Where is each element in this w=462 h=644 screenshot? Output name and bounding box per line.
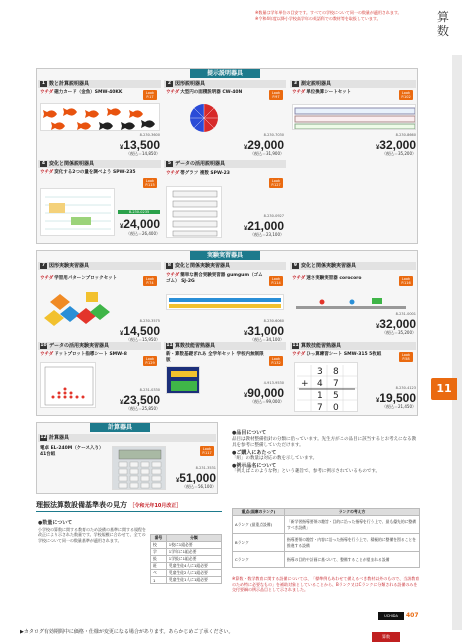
look-badge[interactable]: Look P.58 xyxy=(399,352,413,362)
group-badge: 9 xyxy=(293,262,298,268)
brand-logo: ウチダ xyxy=(40,352,54,357)
group-badge: 1 xyxy=(41,80,46,86)
quantity-note xyxy=(38,520,146,543)
group-badge: 12 xyxy=(40,434,47,440)
price: ¥32,000 xyxy=(375,138,416,152)
group-label: データの活用説明器具 xyxy=(175,161,226,167)
group-label: 変化と関係説明器具 xyxy=(49,161,95,167)
circle-area-image xyxy=(166,103,284,133)
software-package-image xyxy=(166,366,200,394)
table-header: 分類 xyxy=(166,535,221,542)
quantity-table xyxy=(150,534,222,584)
product-label: ドットプロット指導シート SMW-8 xyxy=(54,352,127,357)
product-label: 帯グラフ 複数 SPW-23 xyxy=(180,171,230,176)
chapter-tab[interactable]: 11 xyxy=(431,378,457,400)
table-cell: 児童生徒2人に1組必要 xyxy=(166,570,221,577)
price-value: 13,500 xyxy=(123,138,160,152)
group-badge: 2 xyxy=(167,80,172,86)
price-value: 21,000 xyxy=(247,219,284,233)
brand-logo: ウチダ xyxy=(166,273,180,278)
standard-table-subtitle: ［令和元年10月改正］ xyxy=(129,503,182,509)
price: ¥14,500 xyxy=(119,324,160,338)
section-calc-title: 計算器具 xyxy=(90,423,150,432)
price-value: 31,000 xyxy=(247,324,284,338)
group-12-head xyxy=(38,434,216,442)
dot-plot-image xyxy=(40,362,96,408)
table-cell: Cランク xyxy=(233,552,285,568)
group-10-head xyxy=(38,342,161,350)
info-text: 品目は教材整備指針の分類に沿っています。先生方がこの品目に該当するとお考えになる教具を参考に整備していただけます。 xyxy=(232,436,417,448)
product-name xyxy=(292,276,392,282)
price-value: 51,000 xyxy=(179,471,216,485)
table-row xyxy=(151,563,222,570)
quantity-title: ●数量について xyxy=(38,520,73,526)
table-row xyxy=(151,549,222,556)
group-label: データの活用実験実習器具 xyxy=(49,343,110,349)
svg-text:7: 7 xyxy=(333,379,339,389)
product-label: 大型円の面積説明器 CW-40N xyxy=(180,90,243,95)
product-name: 電卓 EL-240M（ケース入り） 41台組 xyxy=(40,446,104,457)
price: ¥32,000 xyxy=(375,317,416,331)
page-number: 407 xyxy=(406,612,419,619)
look-badge[interactable]: Look P.115 xyxy=(143,178,157,188)
group-11b-head xyxy=(290,342,416,350)
price: ¥24,000 xyxy=(119,217,160,231)
ruler-icon xyxy=(167,295,284,310)
group-label: 算数技能習熟器具 xyxy=(301,343,342,349)
brand-logo: ウチダ xyxy=(292,352,306,357)
brand-logo: ウチダ xyxy=(40,276,54,281)
group-5-head xyxy=(164,160,286,168)
goldfish-image xyxy=(40,103,160,131)
price: ¥23,500 xyxy=(119,393,160,407)
table-cell: 級 xyxy=(151,556,167,563)
look-badge[interactable]: Look P.102 xyxy=(399,90,413,100)
group-label: 図形実験実習器具 xyxy=(49,263,90,269)
price-tax: （税込＝25,850） xyxy=(126,406,160,411)
price: ¥51,000 xyxy=(175,471,216,485)
side-title: 算数 xyxy=(436,10,449,38)
svg-text:3: 3 xyxy=(317,367,323,377)
product-code: 8-230-6060 xyxy=(263,319,284,323)
circle-area-icon xyxy=(166,103,284,133)
table-cell: 児童生徒1人に1組必要 xyxy=(166,577,221,584)
price-value: 29,000 xyxy=(247,138,284,152)
look-badge[interactable]: Look P.17 xyxy=(143,90,157,100)
price: ¥19,500 xyxy=(375,391,416,405)
product-code: 8-231-0001 xyxy=(395,312,416,316)
group-2-head xyxy=(164,80,286,88)
product-code: 8-230-0235 xyxy=(118,210,160,214)
table-cell: 児童生徒4人に1組必要 xyxy=(166,563,221,570)
svg-text:7: 7 xyxy=(317,403,323,412)
group-label: 測定説明器具 xyxy=(301,81,332,87)
product-label: 新・算数基礎ぎれあ 全学年セット 学校内無制限版 xyxy=(166,352,264,363)
svg-text:8: 8 xyxy=(333,367,339,377)
rank-table xyxy=(232,508,420,568)
price-value: 23,500 xyxy=(123,393,160,407)
unit-sheet-icon xyxy=(293,105,416,130)
group-label: 変化と関係実験実習器具 xyxy=(175,263,231,269)
brand-logo: ウチダ xyxy=(40,90,54,95)
group-badge: 7 xyxy=(41,262,46,268)
group-label: 算数技能習熟器具 xyxy=(175,343,216,349)
group-badge: 3 xyxy=(293,80,298,86)
svg-text:1: 1 xyxy=(317,391,323,401)
table-cell: 1 xyxy=(151,577,167,584)
price-tax: （税込＝35,200） xyxy=(382,330,416,335)
product-name xyxy=(292,352,392,358)
software-box-icon xyxy=(167,367,200,394)
table-cell: 1校に1組必要 xyxy=(166,542,221,549)
table-header: 重点(国庫のランク) xyxy=(233,509,285,516)
side-strip xyxy=(452,55,462,630)
group-badge: 8 xyxy=(167,262,172,268)
table-cell: Aランク (最重点設備) xyxy=(233,516,285,534)
product-label: 学習用パターンブロックセット xyxy=(54,276,118,281)
brand-logo: ウチダ xyxy=(166,90,180,95)
table-cell: 班 xyxy=(151,563,167,570)
price-tax: （税込＝23,100） xyxy=(250,232,284,237)
group-8-head xyxy=(164,262,286,270)
product-label: ひっ算練習シート SMW-315 5枚組 xyxy=(306,352,382,357)
standard-table-heading xyxy=(36,500,222,512)
svg-text:5: 5 xyxy=(333,391,339,401)
price-value: 32,000 xyxy=(379,317,416,331)
info-title: ●品目について xyxy=(232,430,267,436)
price-value: 14,500 xyxy=(123,324,160,338)
price-tax: （税込＝15,950） xyxy=(126,337,160,342)
price: ¥29,000 xyxy=(243,138,284,152)
table-cell: 指導の目的や計画に基づいて、整備することが望まれる設備 xyxy=(285,552,420,568)
top-note-1: ※数量は学年単位の目安です。すべての学校について同一の数量が適用されます。 xyxy=(255,10,402,15)
price: ¥13,500 xyxy=(119,138,160,152)
group-11a-head xyxy=(164,342,286,350)
table-row xyxy=(151,577,222,584)
product-name xyxy=(40,90,136,96)
table-cell: 校 xyxy=(151,542,167,549)
group-9-head xyxy=(290,262,416,270)
table-header: ランクの考え方 xyxy=(285,509,420,516)
price-tax: （税込＝21,450） xyxy=(382,404,416,409)
table-row xyxy=(233,516,420,534)
price-value: 90,000 xyxy=(247,386,284,400)
product-label: 変化する2つの量を調べよう SPW-235 xyxy=(54,170,136,175)
look-badge[interactable]: Look P.127 xyxy=(269,178,283,188)
look-badge[interactable]: Look P.129 xyxy=(143,356,157,366)
info-title: ●ご購入にあたって xyxy=(232,449,277,456)
product-code: 8-230-0927 xyxy=(263,214,284,218)
product-code: 8-230-7030 xyxy=(263,133,284,137)
svg-text:0: 0 xyxy=(333,403,339,412)
top-note-2: ※令和4年度以降小学校高学年の英語科での教材等を取扱しています。 xyxy=(255,16,381,21)
table-cell: ペ xyxy=(151,570,167,577)
product-name xyxy=(166,171,262,177)
look-badge[interactable]: Look P.114 xyxy=(269,276,283,286)
info-title: ●例示品名について xyxy=(232,462,277,469)
uchida-logo: UCHIDA xyxy=(378,612,404,620)
product-label: 磁力カード（金魚）SMW-40KK xyxy=(54,90,123,95)
product-label: 速さ実験実習器 corocoro xyxy=(306,276,362,281)
quantity-text: 小学校の算数に関する教育のため設備の基準に関する規程を改正により示された数量です。学校規模に合わせて、全ての学校について同一の数量基準が適用されます。 xyxy=(38,526,146,543)
group-label: 図形説明器具 xyxy=(175,81,206,87)
price-tax: （税込＝99,000） xyxy=(250,399,284,404)
price-value: 19,500 xyxy=(379,391,416,405)
svg-text:4: 4 xyxy=(317,379,323,389)
group-label: 数と計算説明器具 xyxy=(49,81,90,87)
group-badge: 4 xyxy=(41,160,46,166)
table-row xyxy=(233,552,420,568)
product-code: 8-230-3575 xyxy=(139,319,160,323)
group-badge: 5 xyxy=(167,160,172,166)
product-name xyxy=(40,170,136,176)
product-name xyxy=(166,352,266,364)
group-7-head xyxy=(38,262,161,270)
table-cell: 「新学習指導要領の趣旨・目的に沿った指導を行う上で、最も優先的に整備すべき設備」 xyxy=(285,516,420,534)
product-name xyxy=(292,90,392,96)
rank-note: ※算数・数学教育に関する設備については、「標準例もあわせて備えるべき教材以外のもので、当該教育のため特に必要なもの」を補助対象としていることから、Bランク又はCランクに分類される設備のみを交付要綱の例示品目として示されました。 xyxy=(232,576,420,592)
top-notes xyxy=(255,10,415,22)
table-cell: 1学級に1組必要 xyxy=(166,556,221,563)
group-label: 計算器具 xyxy=(49,435,70,441)
group-label: 変化と関係実験実習器具 xyxy=(301,263,357,269)
brand-logo: ウチダ xyxy=(40,170,54,175)
info-text: 「組」の数量は対応の数を示しています。 xyxy=(232,456,318,461)
product-code: 8-230-8660 xyxy=(395,133,416,137)
standard-table-title: 理振法算数設備基準表の見方 xyxy=(36,501,127,509)
info-notes xyxy=(232,430,420,476)
product-label: 簡単な割合実験実習器 gumgum（ゴムゴム） SJ-2G xyxy=(166,273,263,284)
price-tax: （税込＝14,850） xyxy=(126,151,160,156)
dot-plot-icon xyxy=(41,363,96,408)
table-row xyxy=(151,556,222,563)
group-4-head xyxy=(38,160,161,168)
price: ¥21,000 xyxy=(243,219,284,233)
category-tag[interactable]: 算数 xyxy=(372,632,400,642)
product-name xyxy=(166,90,262,96)
look-badge[interactable]: Look P.132 xyxy=(269,356,283,366)
table-header: 番号 xyxy=(151,535,167,542)
pattern-block-image xyxy=(40,288,118,328)
ratio-tool-image xyxy=(166,294,284,310)
look-badge[interactable]: Look P.74 xyxy=(143,276,157,286)
look-badge[interactable]: Look P.97 xyxy=(269,90,283,100)
price-value: 24,000 xyxy=(123,217,160,231)
price-tax: （税込＝35,200） xyxy=(382,151,416,156)
product-name xyxy=(166,273,266,285)
product-code: 8-230-3600 xyxy=(139,133,160,137)
price-tax: （税込＝31,900） xyxy=(250,151,284,156)
table-row xyxy=(233,534,420,552)
table-row xyxy=(151,542,222,549)
product-name xyxy=(40,352,140,358)
product-label: 単位換算シートセット xyxy=(306,90,352,95)
table-cell: 1学年に1組必要 xyxy=(166,549,221,556)
unit-sheet-image xyxy=(292,104,416,130)
price-value: 32,000 xyxy=(379,138,416,152)
group-badge: 10 xyxy=(40,342,47,348)
table-row xyxy=(151,570,222,577)
brand-logo: ウチダ xyxy=(166,171,180,176)
product-code: 4-913-9530 xyxy=(263,381,284,385)
product-code: 8-231-0330 xyxy=(139,388,160,392)
brand-logo: ウチダ xyxy=(292,90,306,95)
table-cell: Bランク xyxy=(233,534,285,552)
group-badge: 11 xyxy=(292,342,299,348)
svg-text:+: + xyxy=(301,379,309,389)
product-code: 8-230-4123 xyxy=(395,386,416,390)
look-badge[interactable]: Look P.117 xyxy=(200,446,214,456)
price-tax: （税込＝34,100） xyxy=(250,337,284,342)
product-code: 8-231-3531 xyxy=(195,466,216,470)
table-cell: 指導要領の趣旨・内容に沿った指導を行う上で、積極的に整備を図ることを推進する設備 xyxy=(285,534,420,552)
footer-note: ▶カタログ有効期間中に価格・仕様が変更になる場合があります。あらかじめご了承ください。 xyxy=(20,629,234,635)
pattern-block-icon xyxy=(40,288,118,328)
group-3-head xyxy=(290,80,416,88)
price: ¥90,000 xyxy=(243,386,284,400)
group-badge: 11 xyxy=(166,342,173,348)
group-1-head xyxy=(38,80,161,88)
price-tax: （税込＝56,100） xyxy=(182,484,216,489)
table-cell: 学 xyxy=(151,549,167,556)
price-tax: （税込＝26,400） xyxy=(126,231,160,236)
section-teaching-title: 提示説明器具 xyxy=(190,69,260,78)
goldfish-icon xyxy=(41,104,160,131)
look-badge[interactable]: Look P.116 xyxy=(399,276,413,286)
brand-logo: ウチダ xyxy=(292,276,306,281)
price: ¥31,000 xyxy=(243,324,284,338)
product-name xyxy=(40,276,136,282)
section-experiment-title: 実験実習器具 xyxy=(190,251,260,260)
info-text: 「例えばこのような物」という趣旨で、参考に例示されているものです。 xyxy=(232,469,381,474)
